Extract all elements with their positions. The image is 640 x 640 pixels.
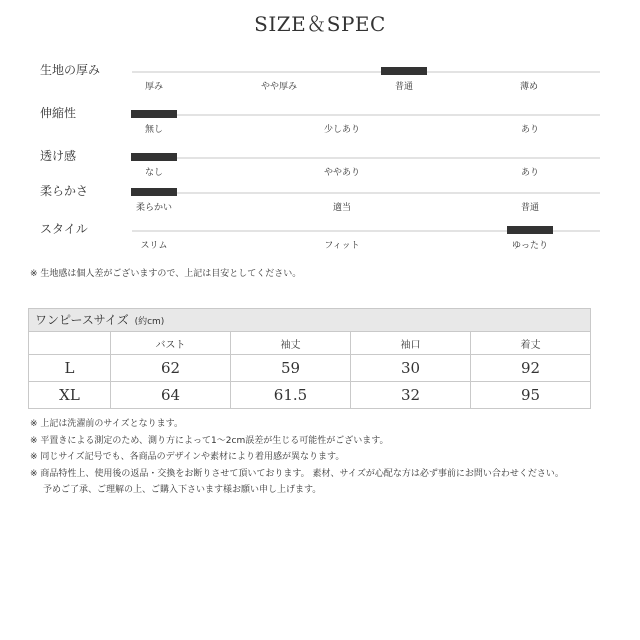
spec-row	[40, 149, 600, 194]
size-table-header-cell: 袖丈	[231, 332, 351, 355]
size-table-title	[28, 308, 591, 331]
size-table-title-text: ワンピースサイズ	[35, 313, 129, 327]
spec-row	[40, 222, 600, 267]
size-table-header-row	[29, 332, 591, 355]
footnote: ※ 平置きによる測定のため、測り方によって1〜2cm誤差が生じる可能性がございます。	[30, 435, 389, 446]
size-table	[28, 331, 591, 409]
table-cell: 64	[111, 382, 231, 409]
spec-name: 生地の厚み	[40, 63, 101, 77]
size-table-header-cell: 袖口	[351, 332, 471, 355]
spec-name: 透け感	[40, 149, 77, 163]
size-table-section	[28, 308, 591, 409]
footnote: ※ 上記は洗濯前のサイズとなります。	[30, 419, 183, 429]
table-row	[29, 382, 591, 409]
spec-option-label: 普通	[394, 82, 414, 92]
spec-marker	[131, 110, 177, 118]
spec-row	[40, 63, 600, 108]
spec-marker	[131, 153, 177, 161]
page-title: SIZE＆SPEC	[254, 12, 386, 36]
spec-option-label: あり	[520, 125, 540, 135]
spec-name: 伸縮性	[40, 106, 77, 120]
spec-name: 柔らかさ	[40, 184, 89, 198]
spec-note: ※ 生地感は個人差がございますので、上記は目安としてください。	[30, 269, 302, 279]
spec-track	[132, 157, 600, 159]
spec-option-label: 適当	[332, 203, 352, 213]
table-cell: 32	[351, 382, 471, 409]
size-table-header-cell: バスト	[111, 332, 231, 355]
table-cell: 95	[471, 382, 591, 409]
spec-option-label: 厚み	[144, 82, 164, 92]
spec-track	[132, 71, 600, 73]
spec-track	[132, 192, 600, 194]
size-label-cell: XL	[29, 382, 111, 409]
table-row	[29, 355, 591, 382]
spec-row	[40, 106, 600, 151]
size-label-cell: L	[29, 355, 111, 382]
spec-option-label: ゆったり	[512, 241, 548, 251]
footnote: 予めご了承、ご理解の上、ご購入下さいます様お願い申し上げます。	[43, 485, 322, 495]
table-cell: 59	[231, 355, 351, 382]
spec-option-label: 柔らかい	[135, 203, 173, 213]
table-cell: 30	[351, 355, 471, 382]
spec-option-label: フィット	[324, 241, 360, 251]
spec-option-label: やや厚み	[260, 82, 298, 92]
spec-option-label: 薄め	[519, 82, 539, 92]
spec-track	[132, 114, 600, 116]
spec-option-label: 無し	[144, 125, 164, 135]
footnote: ※ 商品特性上、使用後の返品・交換をお断りさせて頂いております。 素材、サイズが心配な方は必ず事前にお問い合わせください。	[30, 468, 564, 479]
spec-option-label: あり	[520, 168, 540, 178]
spec-marker	[131, 188, 177, 196]
size-table-unit: (約cm)	[134, 317, 165, 327]
spec-option-label: 少しあり	[323, 125, 361, 135]
spec-option-label: なし	[144, 168, 164, 178]
footnote: ※ 同じサイズ記号でも、各商品のデザインや素材により着用感が異なります。	[30, 452, 345, 462]
spec-marker	[507, 226, 553, 234]
spec-option-label: スリム	[140, 241, 168, 251]
size-table-header-cell	[29, 332, 111, 355]
spec-option-label: 普通	[520, 203, 540, 213]
spec-option-label: ややあり	[323, 168, 361, 178]
spec-marker	[381, 67, 427, 75]
footnotes	[30, 416, 564, 499]
table-cell: 92	[471, 355, 591, 382]
table-cell: 62	[111, 355, 231, 382]
size-table-header-cell: 着丈	[471, 332, 591, 355]
spec-name: スタイル	[40, 222, 88, 236]
spec-row	[40, 184, 600, 229]
table-cell: 61.5	[231, 382, 351, 409]
